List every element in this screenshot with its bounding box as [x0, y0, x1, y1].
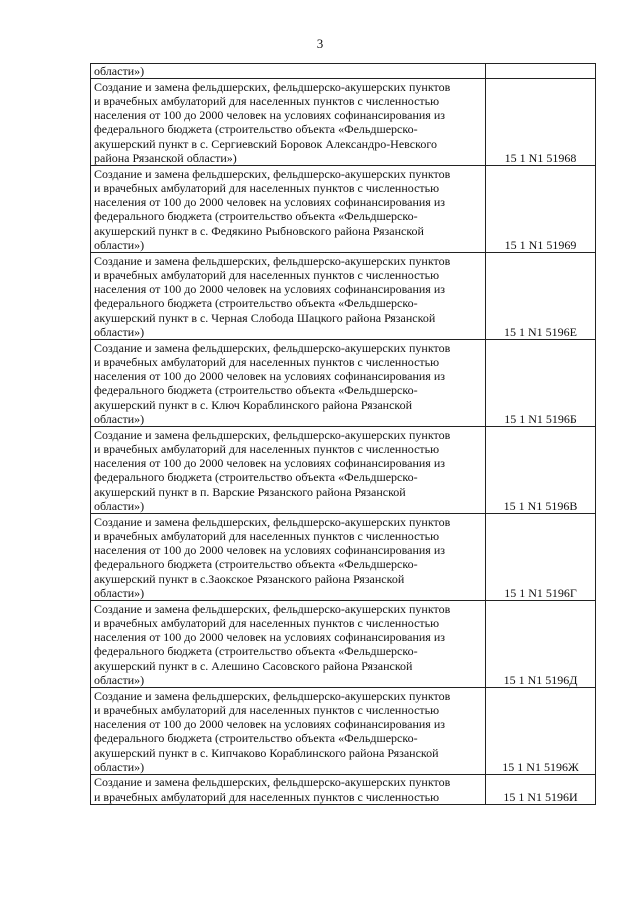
description-cell [91, 775, 486, 805]
description-line: акушерский пункт в с. Федякино Рыбновского района Рязанской [94, 223, 424, 238]
code-cell: 15 1 N1 51968 [486, 79, 596, 166]
code-cell: 15 1 N1 5196И [486, 775, 596, 805]
table-row [91, 340, 596, 427]
table-row [91, 514, 596, 601]
description-line: акушерский пункт в с. Сергиевский Боровок Александро-Невского [94, 136, 437, 151]
description-line: области») [94, 499, 145, 513]
description-line: Создание и замена фельдшерских, фельдшерско-акушерских пунктов [94, 79, 451, 94]
description-line: и врачебных амбулаторий для населенных пунктов с численностью [94, 93, 440, 108]
description-line: акушерский пункт в п. Варские Рязанского района Рязанской [94, 484, 406, 499]
code-cell: 15 1 N1 5196Ж [486, 688, 596, 775]
code-cell [486, 64, 596, 79]
description-line: области») [94, 673, 145, 687]
description-line: и врачебных амбулаторий для населенных пунктов с численностью [94, 789, 440, 804]
description-line: и врачебных амбулаторий для населенных пунктов с численностью [94, 267, 440, 282]
description-line: и врачебных амбулаторий для населенных пунктов с численностью [94, 702, 440, 717]
description-line: и врачебных амбулаторий для населенных пунктов с численностью [94, 528, 440, 543]
description-cell [91, 79, 486, 166]
description-line: Создание и замена фельдшерских, фельдшерско-акушерских пунктов [94, 601, 451, 616]
description-cell [91, 166, 486, 253]
description-line: области») [94, 325, 145, 339]
table-row [91, 427, 596, 514]
page-number: 3 [316, 36, 324, 51]
description-line: федерального бюджета (строительство объекта «Фельдшерско- [94, 470, 418, 485]
description-line: Создание и замена фельдшерских, фельдшерско-акушерских пунктов [94, 253, 451, 268]
description-line: района Рязанской области») [94, 151, 237, 165]
description-cell [91, 340, 486, 427]
code-cell: 15 1 N1 5196Г [486, 514, 596, 601]
table-row [91, 775, 596, 805]
description-line: Создание и замена фельдшерских, фельдшерско-акушерских пунктов [94, 166, 451, 181]
description-line: федерального бюджета (строительство объекта «Фельдшерско- [94, 731, 418, 746]
description-line: и врачебных амбулаторий для населенных пунктов с численностью [94, 354, 440, 369]
description-line: федерального бюджета (строительство объекта «Фельдшерско- [94, 296, 418, 311]
description-line: и врачебных амбулаторий для населенных пунктов с численностью [94, 615, 440, 630]
code-cell: 15 1 N1 51969 [486, 166, 596, 253]
description-line: населения от 100 до 2000 человек на условиях софинансирования из [94, 456, 445, 471]
description-cell [91, 64, 486, 79]
description-line: населения от 100 до 2000 человек на условиях софинансирования из [94, 630, 445, 645]
description-line: области») [94, 412, 145, 426]
table-row [91, 79, 596, 166]
description-line: области») [94, 586, 145, 600]
description-line: федерального бюджета (строительство объекта «Фельдшерско- [94, 122, 418, 137]
description-line: акушерский пункт в с. Алешино Сасовского района Рязанской [94, 658, 413, 673]
description-line: населения от 100 до 2000 человек на условиях софинансирования из [94, 282, 445, 297]
description-cell [91, 253, 486, 340]
description-cell [91, 514, 486, 601]
description-line: Создание и замена фельдшерских, фельдшерско-акушерских пунктов [94, 427, 451, 442]
code-cell: 15 1 N1 5196Е [486, 253, 596, 340]
description-line: федерального бюджета (строительство объекта «Фельдшерско- [94, 644, 418, 659]
table-row-continuation [91, 64, 596, 79]
description-line: населения от 100 до 2000 человек на условиях софинансирования из [94, 369, 445, 384]
description-line: Создание и замена фельдшерских, фельдшерско-акушерских пунктов [94, 775, 451, 790]
description-line: федерального бюджета (строительство объекта «Фельдшерско- [94, 557, 418, 572]
table-row [91, 601, 596, 688]
description-line: области») [94, 760, 145, 774]
description-line: населения от 100 до 2000 человек на условиях софинансирования из [94, 717, 445, 732]
description-line: акушерский пункт в с. Ключ Кораблинского района Рязанской [94, 397, 413, 412]
description-line: населения от 100 до 2000 человек на условиях софинансирования из [94, 195, 445, 210]
description-line: области») [94, 238, 145, 252]
description-line: и врачебных амбулаторий для населенных пунктов с численностью [94, 441, 440, 456]
table-row [91, 166, 596, 253]
description-line: федерального бюджета (строительство объекта «Фельдшерско- [94, 209, 418, 224]
code-cell: 15 1 N1 5196В [486, 427, 596, 514]
table-row [91, 688, 596, 775]
description-line: акушерский пункт в с.Заокское Рязанского района Рязанской [94, 571, 405, 586]
table-row [91, 253, 596, 340]
code-cell: 15 1 N1 5196Б [486, 340, 596, 427]
code-cell: 15 1 N1 5196Д [486, 601, 596, 688]
description-line: области») [94, 64, 145, 78]
description-cell [91, 688, 486, 775]
budget-code-table [90, 63, 596, 805]
description-line: Создание и замена фельдшерских, фельдшерско-акушерских пунктов [94, 688, 451, 703]
description-line: населения от 100 до 2000 человек на условиях софинансирования из [94, 108, 445, 123]
description-line: акушерский пункт в с. Кипчаково Кораблинского района Рязанской [94, 745, 439, 760]
description-cell [91, 601, 486, 688]
description-line: федерального бюджета (строительство объекта «Фельдшерско- [94, 383, 418, 398]
description-line: Создание и замена фельдшерских, фельдшерско-акушерских пунктов [94, 340, 451, 355]
description-cell [91, 427, 486, 514]
description-line: акушерский пункт в с. Черная Слобода Шацкого района Рязанской [94, 310, 436, 325]
description-line: населения от 100 до 2000 человек на условиях софинансирования из [94, 543, 445, 558]
description-line: и врачебных амбулаторий для населенных пунктов с численностью [94, 180, 440, 195]
description-line: Создание и замена фельдшерских, фельдшерско-акушерских пунктов [94, 514, 451, 529]
